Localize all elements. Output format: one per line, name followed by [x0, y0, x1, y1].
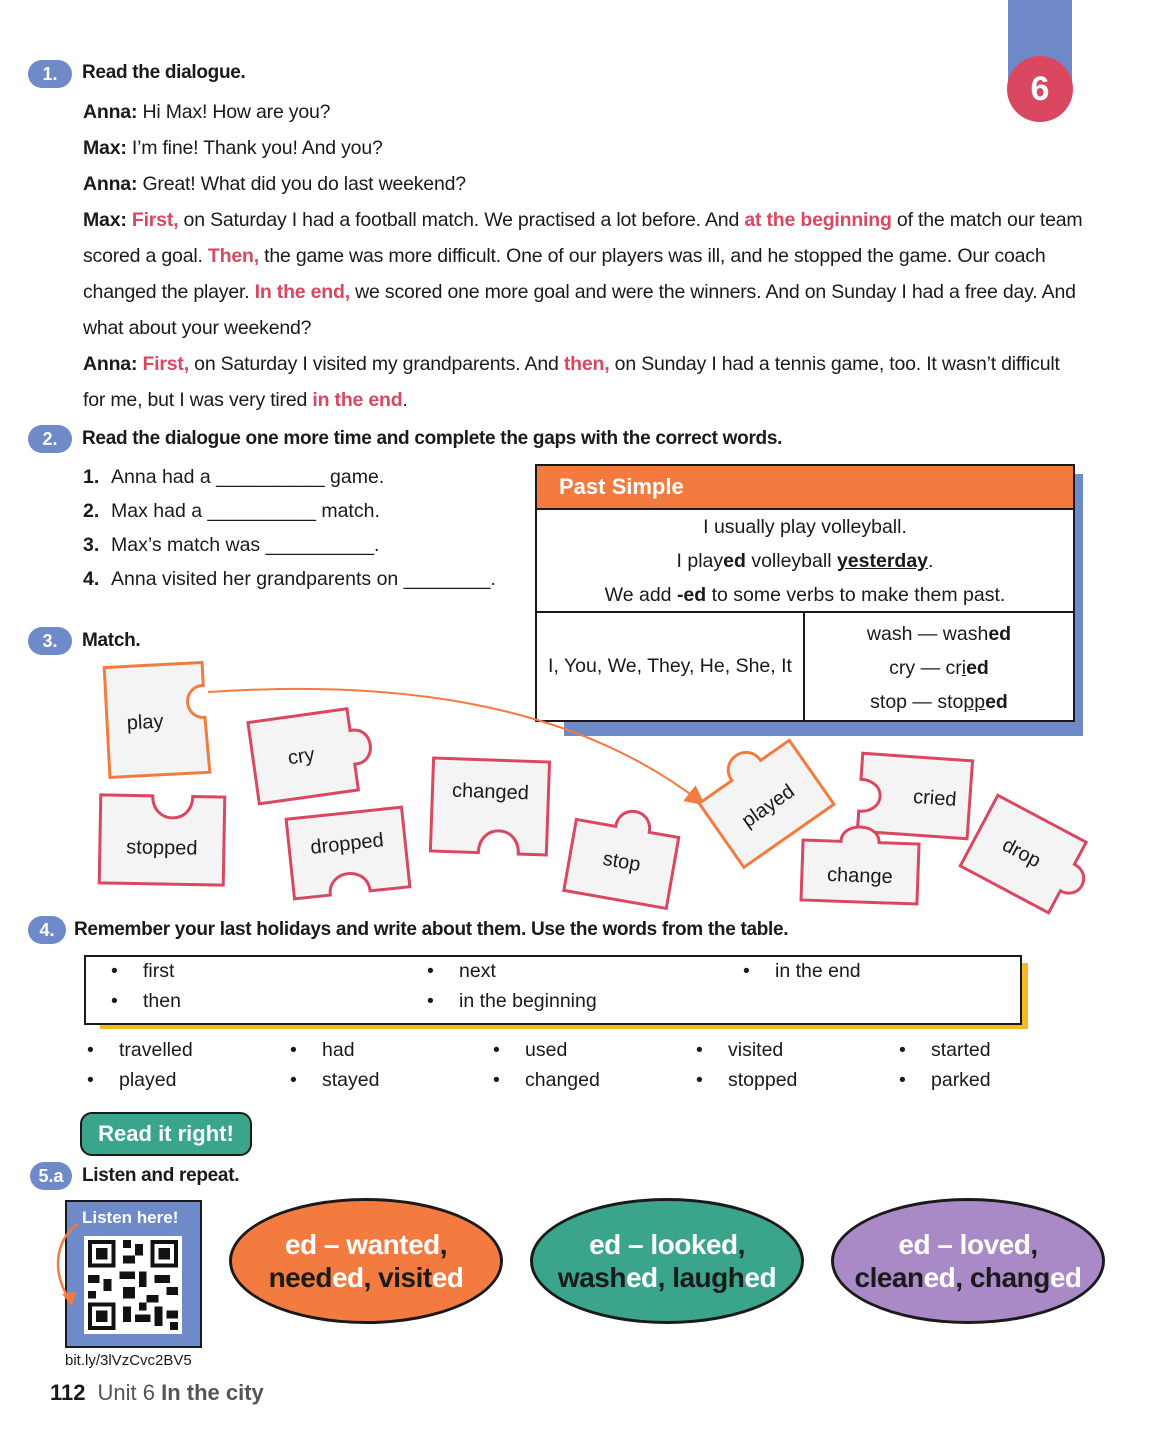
qr-url[interactable]: bit.ly/3lVzCvc2BV5: [65, 1352, 192, 1369]
puzzle-pieces: [90, 660, 1100, 930]
dialogue-line: [83, 202, 1083, 346]
grammar-title: Past Simple: [537, 466, 1073, 510]
speaker-name: Max:: [83, 137, 127, 159]
unit-title: In the city: [161, 1380, 264, 1405]
linker-highlight: In the end,: [254, 281, 350, 303]
gap-text: Anna visited her grandparents on ________.: [111, 568, 496, 590]
unit-label: Unit 6: [97, 1380, 162, 1405]
unit-number-badge: 6: [1007, 56, 1073, 122]
qr-label: Listen here!: [82, 1208, 179, 1227]
speaker-name: Anna:: [83, 353, 138, 375]
task3-title: Match.: [82, 630, 141, 651]
linker-highlight: Then,: [207, 245, 259, 267]
read-it-right-label: Read it right!: [80, 1112, 252, 1156]
puzzle-piece-dropped[interactable]: [286, 807, 410, 899]
linker-highlight: First,: [142, 353, 189, 375]
verb-form-cry: cry — cried: [889, 657, 989, 679]
puzzle-label-stopped: stopped: [126, 836, 198, 860]
verb-travelled: • travelled: [119, 1039, 193, 1062]
linker-then: • then: [143, 990, 181, 1013]
ed-sound-t-voiceless-ellipse: ed – looked, washed, laughed: [530, 1198, 804, 1324]
verb-started: • started: [931, 1039, 991, 1062]
linker-highlight: First,: [131, 209, 179, 231]
puzzle-piece-cry[interactable]: [248, 706, 376, 804]
gap-number: 2.: [83, 500, 100, 522]
gap-sentences: [83, 460, 496, 596]
puzzle-piece-stop[interactable]: [564, 802, 682, 909]
task2-title: Read the dialogue one more time and complete the gaps with the correct words.: [82, 428, 783, 449]
puzzle-piece-drop[interactable]: [960, 795, 1100, 920]
gap-number: 3.: [83, 534, 100, 556]
verb-had: • had: [322, 1039, 355, 1062]
qr-arrow-icon: [48, 1220, 88, 1310]
verb-played: • played: [119, 1069, 176, 1092]
dialogue-text: on Saturday I visited my grandparents. And: [188, 353, 564, 375]
dialogue-text: on Saturday I had a football match. We practised a lot before. And: [178, 209, 745, 231]
puzzle-piece-changed[interactable]: [430, 758, 549, 855]
speaker-name: Anna:: [83, 173, 138, 195]
puzzle-label-cry: cry: [286, 743, 316, 770]
puzzle-label-change: change: [826, 863, 894, 889]
dialogue-text: the game was more difficult. One of our players was ill, and he stopped the game. Our coach changed the player.: [83, 245, 1046, 303]
verb-changed: • changed: [525, 1069, 600, 1092]
gap-text: Max had a __________ match.: [111, 500, 380, 522]
puzzle-label-drop: drop: [998, 834, 1045, 873]
dialogue-text: on Sunday I had a tennis game, too. It wasn’t difficult for me, but I was very tired: [83, 353, 1060, 411]
task2-badge: 2.: [28, 425, 72, 453]
page-footer: [50, 1380, 264, 1406]
grammar-example-1: I usually play volleyball.: [703, 516, 907, 538]
dialogue-line: [83, 166, 1083, 202]
linker-highlight: in the end: [312, 389, 403, 411]
task5-title: Listen and repeat.: [82, 1165, 240, 1186]
dialogue-text: we scored one more goal and were the winners. And on Sunday I had a free day. And what about your weekend?: [83, 281, 1076, 339]
puzzle-label-cried: cried: [912, 785, 958, 811]
linker-next: • next: [459, 960, 496, 983]
speaker-name: Max:: [83, 209, 127, 231]
grammar-pronouns: I, You, We, They, He, She, It: [537, 613, 805, 720]
verb-used: • used: [525, 1039, 567, 1062]
puzzle-label-play: play: [126, 710, 165, 735]
task5-badge: 5.a: [30, 1162, 72, 1190]
puzzle-label-changed: changed: [451, 779, 530, 805]
linker-in-the-end: • in the end: [775, 960, 861, 983]
dialogue-text: Great! What did you do last weekend?: [137, 173, 466, 195]
gap-number: 1.: [83, 466, 100, 488]
puzzle-piece-play[interactable]: [104, 662, 210, 777]
task1-badge: 1.: [28, 60, 72, 88]
dialogue-text: of the match our team scored a goal.: [83, 209, 1083, 267]
puzzle-piece-change[interactable]: [801, 825, 920, 904]
gap-text: Anna had a __________ game.: [111, 466, 385, 488]
linker-in-the-beginning: • in the beginning: [459, 990, 597, 1013]
puzzle-piece-stopped[interactable]: [99, 795, 225, 885]
task3-badge: 3.: [28, 627, 72, 655]
verb-stayed: • stayed: [322, 1069, 379, 1092]
gap-sentence: [83, 460, 496, 494]
puzzle-piece-cried[interactable]: [857, 753, 972, 838]
verb-parked: • parked: [931, 1069, 991, 1092]
speaker-name: Anna:: [83, 101, 138, 123]
dialogue-line: [83, 94, 1083, 130]
dialogue-text: .: [402, 389, 408, 411]
puzzle-label-played: played: [737, 780, 799, 833]
page-number: 112: [50, 1380, 86, 1405]
linker-highlight: at the beginning: [744, 209, 892, 231]
grammar-examples: [537, 510, 1073, 613]
verb-visited: • visited: [728, 1039, 783, 1062]
verb-stopped: • stopped: [728, 1069, 797, 1092]
dialogue-line: [83, 346, 1083, 418]
task4-badge: 4.: [28, 916, 66, 944]
qr-code-icon[interactable]: [84, 1236, 182, 1334]
gap-sentence: [83, 562, 496, 596]
grammar-rule: We add -ed to some verbs to make them past.: [604, 584, 1006, 606]
puzzle-label-dropped: dropped: [309, 829, 385, 859]
verb-form-wash: wash — washed: [866, 623, 1012, 645]
dialogue-text: Hi Max! How are you?: [137, 101, 331, 123]
linker-highlight: then,: [563, 353, 610, 375]
gap-sentence: [83, 528, 496, 562]
ed-sound-t-ellipse: ed – wanted, needed, visited: [229, 1198, 503, 1324]
grammar-example-2: I played volleyball yesterday.: [676, 550, 934, 572]
dialogue: [83, 94, 1083, 418]
puzzle-label-stop: stop: [601, 847, 643, 877]
dialogue-line: [83, 130, 1083, 166]
task4-title: Remember your last holidays and write about them. Use the words from the table.: [74, 919, 789, 940]
task1-title: Read the dialogue.: [82, 62, 246, 83]
verb-form-stop: stop — stopped: [870, 691, 1008, 713]
gap-number: 4.: [83, 568, 100, 590]
gap-sentence: [83, 494, 496, 528]
gap-text: Max’s match was __________.: [111, 534, 380, 556]
dialogue-text: I’m fine! Thank you! And you?: [126, 137, 383, 159]
linker-first: • first: [143, 960, 174, 983]
ed-sound-d-ellipse: ed – loved, cleaned, changed: [831, 1198, 1105, 1324]
